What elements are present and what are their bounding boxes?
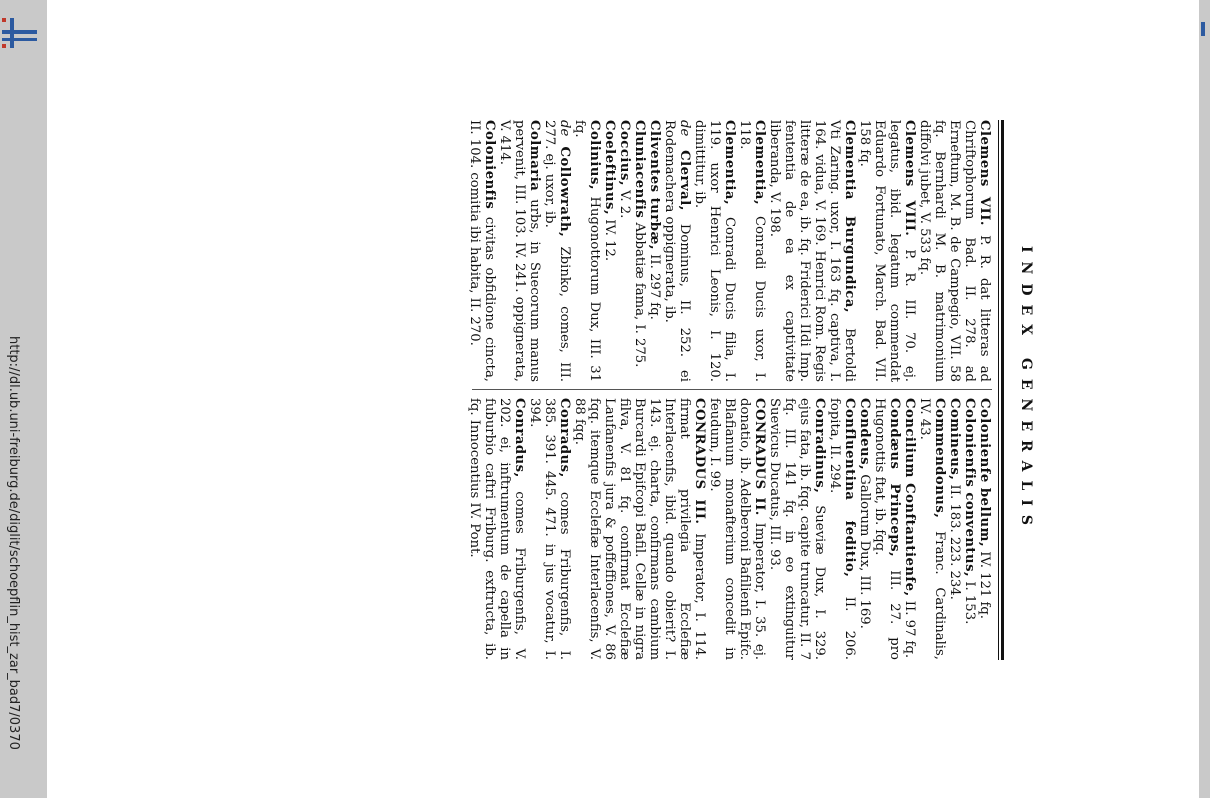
index-entry: [977, 398, 992, 660]
provenance-url[interactable]: http://dl.ub.uni-freiburg.de/diglit/schoepflin_hist_zar_bad7/0370: [6, 336, 21, 750]
entry-text: Abbatiæ fama, I. 275.: [632, 218, 647, 368]
index-entry: [527, 398, 572, 660]
index-entry: [827, 398, 857, 660]
entry-headword: Colonienfis conventus,: [962, 398, 977, 578]
entry-text: V. 2.: [617, 185, 632, 219]
entry-headword: Clemens VII.: [977, 120, 992, 226]
index-entry: [872, 398, 902, 660]
entry-text: IV. 121 fq.: [977, 547, 992, 619]
entry-headword: Colonienfis: [482, 120, 497, 210]
entry-text: comes Friburgenfis, I. 385. 391. 445. 471. in jus vocatur, I. 394.: [527, 398, 572, 660]
index-entry: [662, 120, 692, 382]
page-heading: INDEX GENERALIS: [1018, 246, 1034, 534]
entry-headword: Collowrath,: [557, 136, 572, 238]
index-entry: [917, 120, 992, 382]
entry-headword: Clementia,: [722, 120, 737, 206]
entry-text: Franc. Cardinalis, IV. 43.: [917, 398, 947, 660]
index-entry: [707, 398, 767, 660]
column-divider: [472, 389, 992, 390]
entry-headword: Clemens VIII.: [902, 120, 917, 237]
entry-text: II. 97 fq.: [902, 596, 917, 659]
index-entry: [962, 398, 977, 660]
entry-headword: Confluentina feditio,: [842, 398, 857, 578]
index-entry: [467, 398, 527, 660]
index-entry: [857, 398, 872, 660]
entry-headword: Concilium Conftantienfe,: [902, 398, 917, 597]
entry-text: II. 183. 223. 234.: [947, 480, 962, 600]
entry-headword: Clerval,: [677, 136, 692, 211]
entry-headword: Coccius,: [617, 120, 632, 186]
entry-headword: Conradus,: [512, 398, 527, 478]
index-entry: [602, 120, 617, 382]
entry-text: Sueviæ Dux, I. 329. ejus fata, ib. fqq. capite truncatur, II. 7 fq. III. 141 fq. in eo extinguitur Suevicus Ducatus, III. 93.: [767, 398, 827, 660]
index-entry: [917, 398, 947, 660]
entry-headword: Comineus,: [947, 398, 962, 481]
entry-text: comes Friburgenfis, V. 202. ei, inftrumentum de capella in fuburbio caftri Friburg. exftructa, ib. fq. Innocentius IV. Pont.: [467, 398, 527, 660]
entry-headword: Condæus Princeps,: [887, 398, 902, 558]
viewer-right-margin: [1199, 0, 1210, 798]
index-entry: [542, 120, 572, 382]
index-entry: [902, 398, 917, 660]
index-entry: [497, 120, 542, 382]
index-entry: [467, 120, 497, 382]
index-entry: [617, 120, 632, 382]
index-entry: [572, 398, 707, 660]
entry-headword: CONRADUS III.: [692, 398, 707, 525]
entry-text: civitas obfidione cincta, II. 104. comitia ibi habita, II. 270.: [467, 120, 497, 382]
entry-text: Zbinko, comes, III. 277. ej. uxor, ib.: [542, 120, 572, 382]
entry-text: Conradi Ducis filia, I. 119. uxor Henrici Leonis, I. 120. dimittitur, ib.: [692, 120, 737, 382]
entry-text: I. 153.: [962, 577, 977, 625]
entry-text: IV. 12.: [602, 215, 617, 262]
entry-text: urbs, in Suecorum manus pervenit, III. 103. IV. 241. oppignerata, V. 414.: [497, 120, 542, 382]
entry-headword: Coeleftinus,: [602, 120, 617, 216]
entry-headword: Cluniacenfis: [632, 120, 647, 219]
entry-headword: Condeus,: [857, 398, 872, 471]
entry-headword: Cliventes turbæ,: [647, 120, 662, 250]
index-entry: [947, 398, 962, 660]
entry-headword: Clementia Burgundica,: [842, 120, 857, 313]
index-column-right: [467, 398, 992, 660]
index-entry: [692, 120, 737, 382]
entry-headword: Colinius,: [587, 120, 602, 191]
entry-text: P. R. dat litteras ad Chriftophorum Bad. II. 278. ad Erneftum, M. B. de Campegio, VII. 58 fq. Bernhardi M. B. matrimonium diffolvi jubet, V. 533 fq.: [917, 120, 992, 382]
entry-headword: Conradinus,: [812, 398, 827, 494]
entry-text: Bertoldi Vti Zaring. uxor, I. 163 fq. captiva, I. 164. vidua, V. 169. Henrici Rom. Regis litteræ de ea, ib. fq. Friderici IIdi Imp. fententia de ea ex captivitate liberanda, V. 198.: [767, 120, 857, 382]
heading-rule: [1001, 120, 1004, 660]
entry-headword: Commendonus,: [932, 398, 947, 519]
index-column-left: [467, 120, 992, 382]
entry-text: Conradi Ducis uxor, I. 118.: [737, 120, 767, 382]
index-entry: [632, 120, 647, 382]
entry-text: Gallorum Dux, III. 169.: [857, 470, 872, 629]
entry-text: P. R. III. 70. ej. legatus, ibid. legatum commendat Eduardo Fortunato, March. Bad. VII. 158 fq.: [857, 120, 917, 382]
entry-headword: CONRADUS II.: [752, 398, 767, 516]
entry-text: Hugonottorum Dux, III. 31 fq.: [572, 120, 602, 382]
entry-headword: Colonienfe bellum,: [977, 398, 992, 548]
index-entry: [767, 398, 827, 660]
index-entry: [572, 120, 602, 382]
entry-text: II. 206. fopita, II. 294.: [827, 398, 857, 660]
entry-headword: Colmaria: [527, 120, 542, 192]
entry-prefix: de: [677, 120, 692, 137]
entry-headword: Clementia,: [752, 120, 767, 206]
entry-text: Imperator, I. 114. firmat privilegia Ecclefiæ Interlacenfis, ibid. quando obierit? I. 143. ej. charta, confirmans cambium Burcardi Epifcopi Bafil. Cellæ in nigra filva, V. 81 fq. confirmat Ecclefiæ Laufanenfis jura & poffeffiones, V. 86 fqq. itemque Ecclefiæ Interlacenfis, V. 88 fqq.: [572, 398, 707, 660]
entry-text: Imperator, I. 35. ej. donatio, ib. Adelberoni Bafilienfi Epifc. Blafianum monafterium concedit in feudum, I. 99.: [707, 398, 767, 660]
index-entry: [857, 120, 917, 382]
entry-text: II. 297 fq.: [647, 249, 662, 320]
entry-text: III. 27. pro Hugonottis ftat, ib. fqq.: [872, 398, 902, 660]
index-entry: [737, 120, 767, 382]
index-entry: [767, 120, 857, 382]
entry-headword: Conradus,: [557, 398, 572, 478]
entry-prefix: de: [557, 120, 572, 137]
heading-rule-thin: [998, 120, 999, 660]
entry-text: Dominus, II. 252. ei Rodemachera oppignerata, ib.: [662, 120, 692, 382]
index-entry: [647, 120, 662, 382]
